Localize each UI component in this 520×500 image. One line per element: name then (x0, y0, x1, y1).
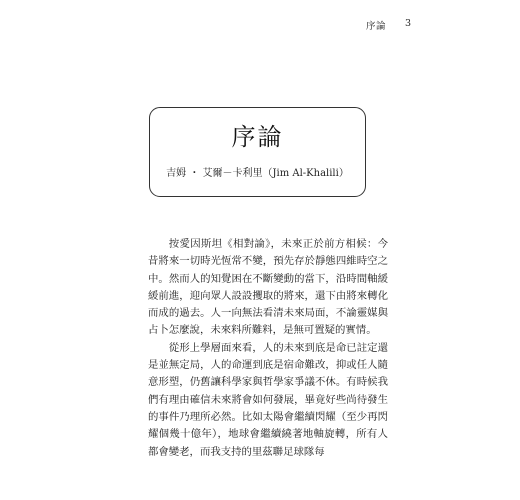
running-head-title: 序論 (366, 21, 387, 32)
author-byline: 吉姆 ・ 艾爾－卡利里（Jim Al-Khalili） (166, 168, 349, 179)
body-text (148, 236, 388, 461)
chapter-title: 序論 (231, 123, 284, 151)
paragraph: 從形上學層面來看，人的未來到底是命已註定還是並無定局，人的命運到底是宿命難改，抑或任人隨意形塑，仍舊讓科學家與哲學家爭議不休。有時候我們有理由確信未來將會如何發展，畢竟好些尚待發生的事件乃理所必然。比如太陽會繼續閃耀（至少再閃耀個幾十億年），地球會繼續繞著地軸旋轉，所有人都會變老，而我支持的里茲聯足球隊每 (148, 341, 388, 458)
paragraph: 按愛因斯坦《相對論》，未來正於前方相候：今昔將來一切時光恆常不變，預先存於靜態四維時空之中。然而人的知覺困在不斷變動的當下，沿時間軸緩緩前進，迎向眾人設設攫取的將來，還下由將來轉化而成的過去。人一向無法看清未來局面，不論靈媒與占卜怎麼說，未來料所難料，是無可置疑的實情。 (148, 238, 388, 337)
page-number: 3 (405, 18, 412, 29)
chapter-title-box (149, 107, 366, 197)
